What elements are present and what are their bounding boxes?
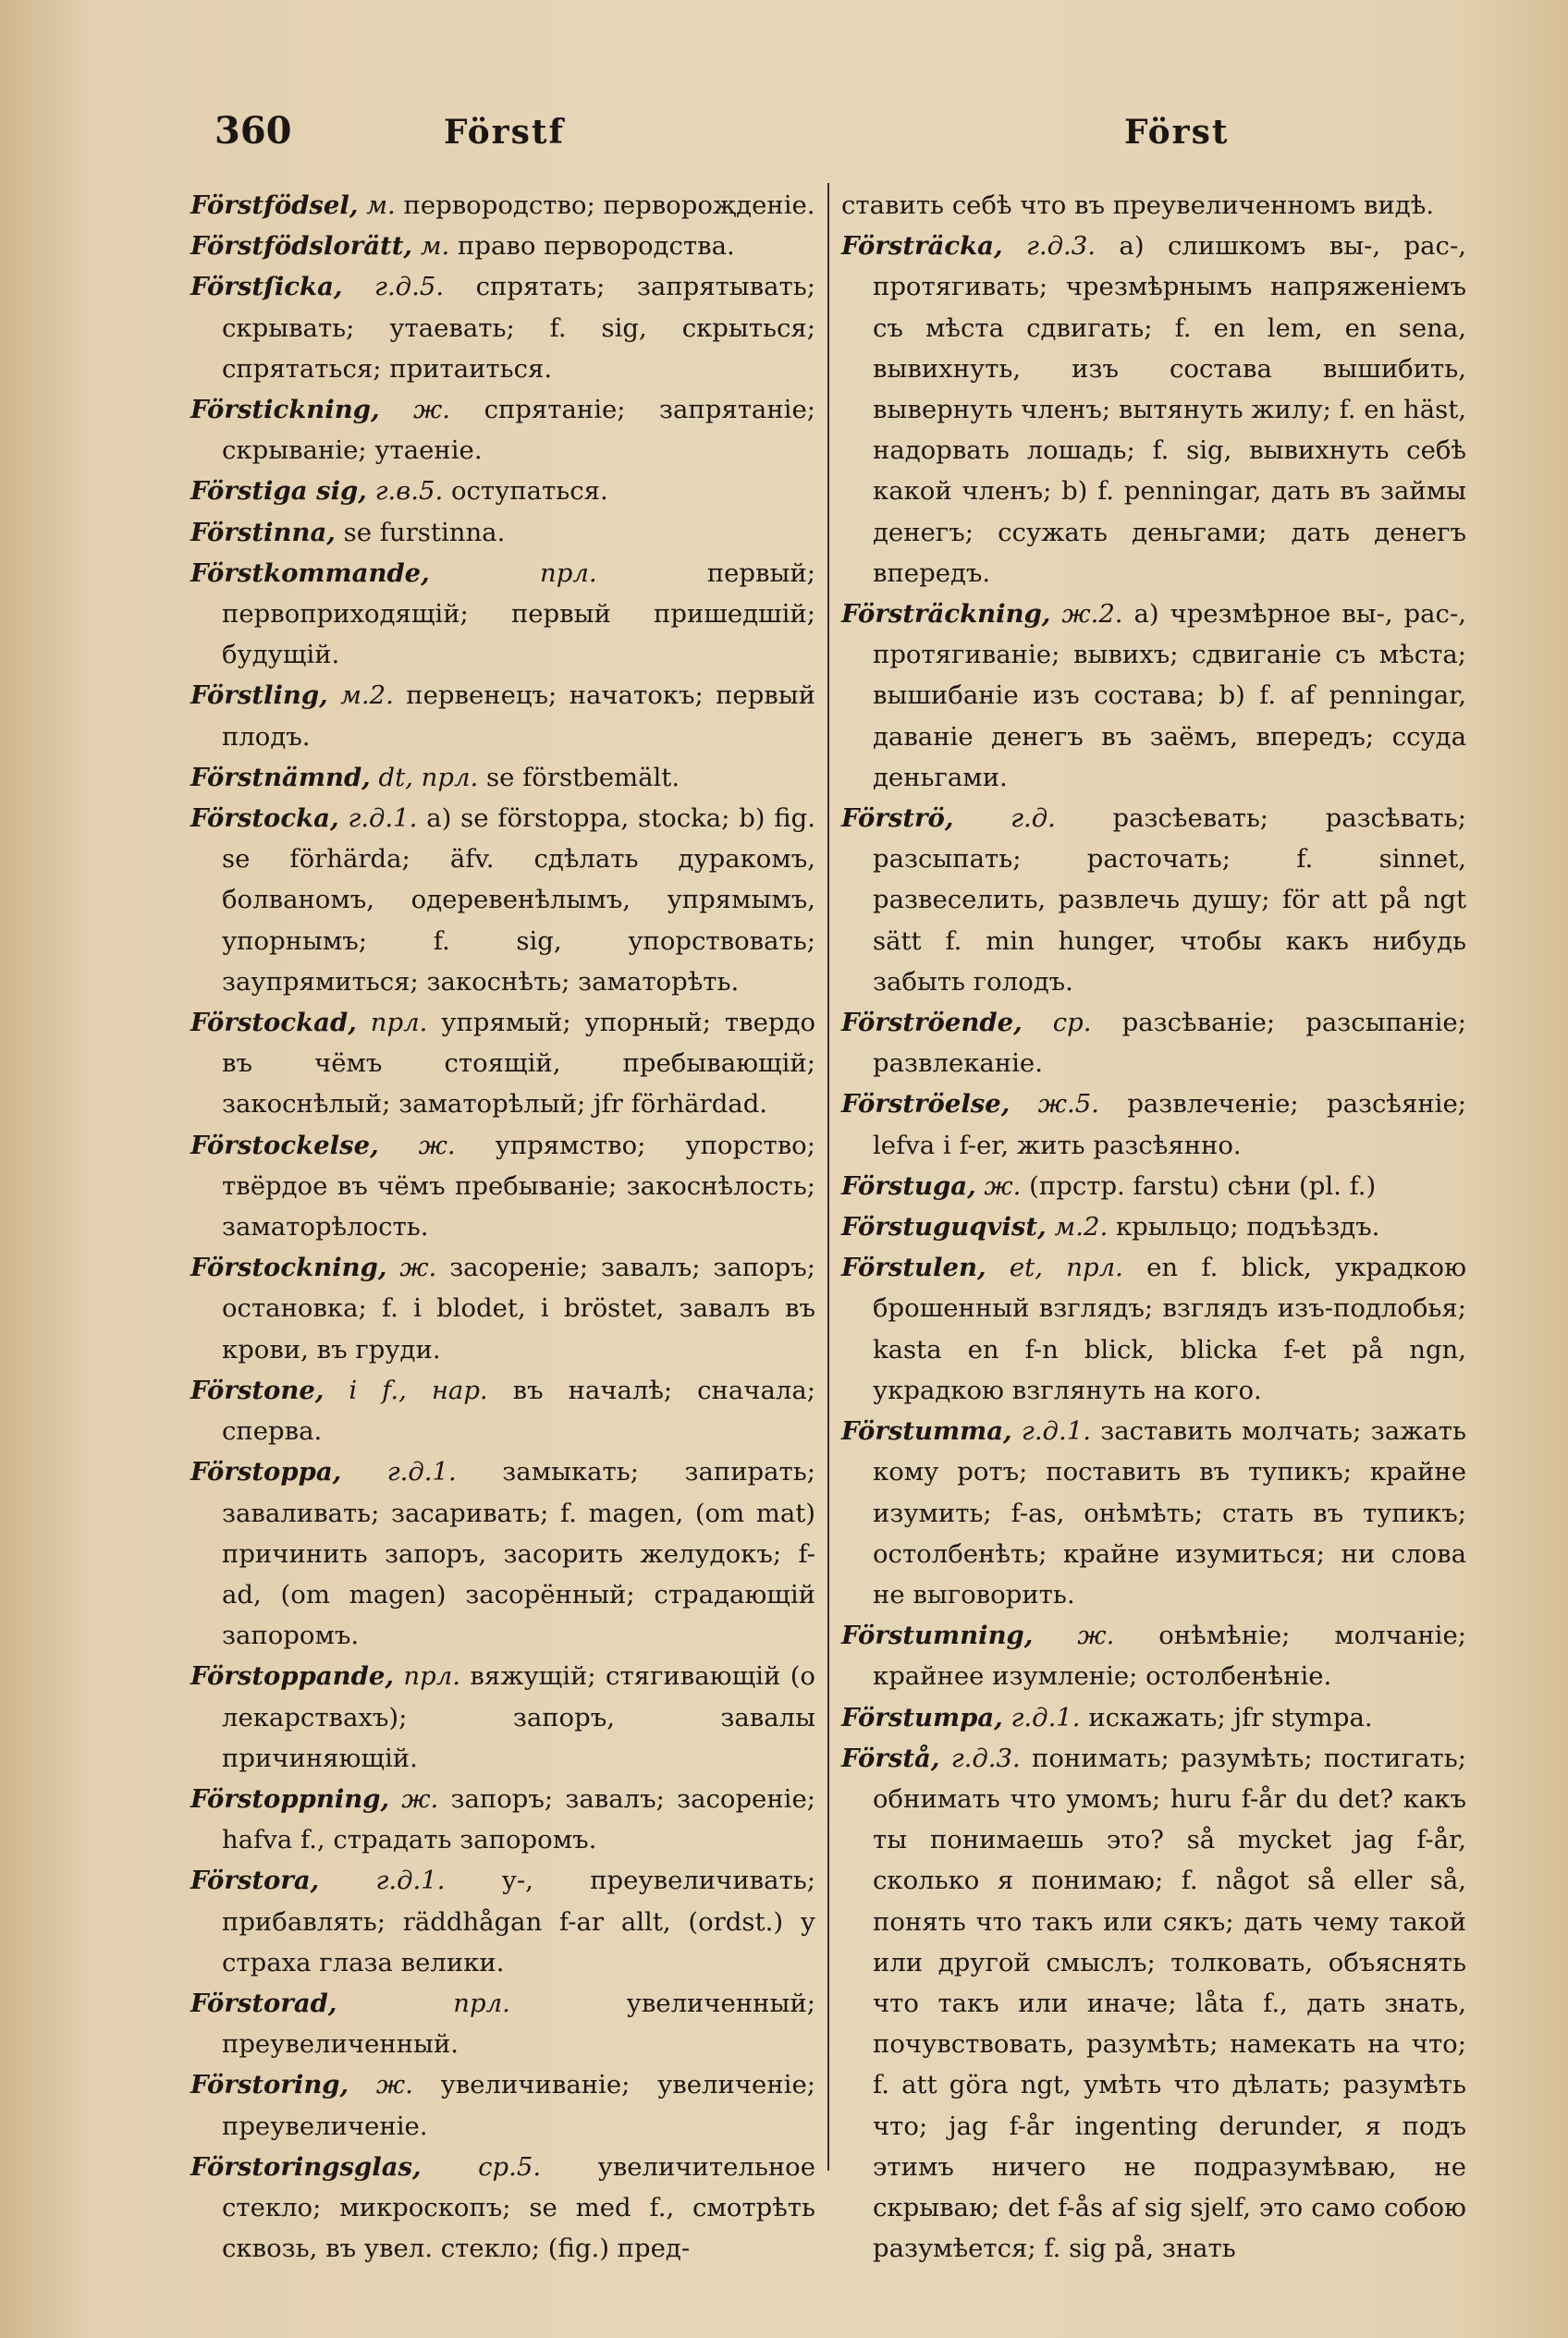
entry-headword: Förströende,: [841, 1008, 1023, 1038]
entry-headword: Förstiga sig,: [190, 476, 367, 507]
dictionary-entry: [190, 1125, 815, 1248]
entry-definition: замыкать; запирать; заваливать; засаривать; f. magen, (om mat) причинить запоръ, засорить желудокъ; f-ad, (om magen) засорённый; страдающій запоромъ.: [222, 1457, 815, 1651]
entry-definition: увеличиваніе; увеличеніе; преувеличеніе.: [222, 2070, 815, 2141]
entry-headword: Förstfödslorätt,: [190, 231, 412, 262]
entry-definition: a) se förstoppa, stocka; b) fig. se förhärda; äfv. сдѣлать дуракомъ, болваномъ, одеревенѣлымъ, упрямымъ, упорнымъ; f. sig, упорствовать; заупрямиться; закоснѣть; заматорѣть.: [222, 803, 815, 997]
dictionary-entry: [190, 1451, 815, 1656]
dictionary-entry: [190, 1983, 815, 2064]
dictionary-entry: [190, 185, 815, 226]
entry-headword: Förstockelse,: [190, 1130, 379, 1160]
dictionary-entry: [190, 1860, 815, 1983]
page-header: [0, 109, 1568, 165]
entry-grammar: прл.: [403, 1661, 460, 1692]
entry-definition: увеличенный; преувеличенный.: [222, 1988, 815, 2060]
dictionary-entry: [841, 1247, 1466, 1411]
entry-grammar: г.д.3.: [950, 1743, 1021, 1773]
entry-headword: Förstulen,: [841, 1253, 986, 1283]
dictionary-entry: [841, 185, 1466, 226]
entry-grammar: ж.: [1077, 1621, 1115, 1651]
entry-grammar: м.2.: [340, 680, 394, 711]
column-divider: [827, 183, 829, 2171]
entry-headword: Förstfödsel,: [190, 190, 359, 220]
entry-definition: первородство; первороҗденіе.: [403, 190, 815, 220]
entry-grammar: ж.: [984, 1170, 1022, 1201]
entry-grammar: ж.: [375, 2070, 413, 2100]
entry-headword: Förstora,: [190, 1866, 320, 1896]
dictionary-entry: [190, 2064, 815, 2146]
entry-definition: право первородства.: [458, 231, 735, 262]
entry-definition: en f. blick, украдкою брошенный взглядъ; взглядъ изъ-подлобья; kasta en f-n blick, blicka f-et på ngn, украдкою взглянуть на кого.: [873, 1253, 1467, 1405]
entry-headword: Förstone,: [190, 1375, 325, 1405]
dictionary-entry: [841, 594, 1466, 798]
dictionary-entry: [190, 1370, 815, 1451]
dictionary-entry: [190, 226, 815, 266]
entry-grammar: прл.: [540, 557, 597, 588]
entry-definition: первый; первоприходящій; первый пришедшій; будущій.: [222, 557, 815, 670]
entry-definition: оступаться.: [450, 476, 608, 507]
dictionary-entry: [841, 1206, 1466, 1247]
entry-definition: se furstinna.: [343, 517, 506, 547]
entry-headword: Förstuguqvist,: [841, 1212, 1047, 1242]
dictionary-entry: [190, 1779, 815, 1860]
entry-definition: ставить себѣ что въ преувеличенномъ видѣ.: [841, 190, 1435, 220]
entry-grammar: г.д.3.: [1025, 231, 1096, 262]
entry-headword: Förstinna,: [190, 517, 336, 547]
entry-grammar: ж.: [399, 1253, 437, 1283]
dictionary-entry: [841, 226, 1466, 594]
dictionary-entry: [190, 266, 815, 389]
entry-definition: заставить молчать; зажать кому ротъ; поставить въ тупикъ; крайне изумить; f-as, онѣмѣть; стать въ тупикъ; остолбенѣть; крайне изумиться; ни слова не выговорить.: [873, 1416, 1466, 1610]
entry-grammar: м.: [420, 231, 450, 262]
dictionary-entry: [190, 471, 815, 511]
entry-headword: Förstoppning,: [190, 1783, 390, 1814]
dictionary-entry: [190, 675, 815, 756]
entry-definition: запоръ; завалъ; засореніе; hafva f., страдать запоромъ.: [222, 1783, 815, 1855]
entry-headword: Förstocka,: [190, 803, 339, 834]
entry-definition: развлеченіе; разсѣяніе; lefva i f-er, жить разсѣянно.: [873, 1089, 1466, 1160]
entry-definition: крыльцо; подъѣздъ.: [1115, 1212, 1380, 1242]
entry-headword: Förstockning,: [190, 1253, 387, 1283]
entry-definition: увеличительное стекло; микроскопъ; se med f., смотрѣть сквозь, въ увел. стекло; (fig.) пред-: [222, 2151, 815, 2264]
entry-grammar: ж.: [413, 395, 451, 425]
entry-definition: спрятаніе; запрятаніе; скрываніе; утаеніе.: [222, 395, 815, 466]
entry-headword: Förströ,: [841, 803, 954, 834]
entry-headword: Förstå,: [841, 1743, 940, 1773]
entry-grammar: г.д.5.: [374, 272, 445, 302]
dictionary-entry: [190, 1002, 815, 1125]
entry-grammar: прл.: [370, 1008, 428, 1038]
dictionary-entry: [841, 1697, 1466, 1738]
entry-definition: разсѣваніе; разсыпаніе; развлеканіе.: [873, 1008, 1466, 1079]
entry-grammar: ж.: [401, 1783, 439, 1814]
entry-definition: разсѣевать; разсѣвать; разсыпать; расточать; f. sinnet, развеселить, развлечь душу; för att på ngt sätt f. min hunger, чтобы какъ нибудь забыть голодъ.: [873, 803, 1466, 997]
entry-headword: Förstſicka,: [190, 272, 343, 302]
entry-definition: a) слишкомъ вы-, рас-, протягивать; чрезмѣрнымъ напряженіемъ съ мѣста сдвигать; f. en lem, en sena, вывихнуть, изъ состава вышибить, вывернуть членъ; вытянуть жилу; f. en häst, надорвать лошадь; f. sig, вывихнуть себѣ какой членъ; b) f. penningar, дать въ займы денегъ; ссужать деньгами; дать денегъ впередъ.: [873, 231, 1466, 588]
entry-definition: se förstbemält.: [485, 762, 680, 792]
entry-grammar: г.в.5.: [374, 476, 444, 507]
entry-headword: Försträckning,: [841, 599, 1051, 630]
entry-headword: Förstockad,: [190, 1008, 357, 1038]
left-column: [190, 185, 815, 2269]
dictionary-entry: [190, 2147, 815, 2270]
entry-headword: Förstuga,: [841, 1170, 976, 1201]
dictionary-entry: [841, 1166, 1466, 1206]
entry-grammar: г.д.1.: [1011, 1702, 1081, 1732]
dictionary-entry: [841, 798, 1466, 1002]
entry-grammar: м.: [366, 190, 396, 220]
entry-headword: Förstoppa,: [190, 1457, 342, 1487]
dictionary-entry: [190, 553, 815, 676]
dictionary-entry: [190, 757, 815, 798]
guide-word-right: Först: [1124, 113, 1230, 152]
right-column: [841, 185, 1466, 2269]
entry-headword: Förstumpa,: [841, 1702, 1003, 1732]
entry-definition: вяжущій; стягивающій (о лекарствахъ); запоръ, завалы причиняющій.: [222, 1661, 815, 1773]
dictionary-entry: [841, 1002, 1466, 1083]
dictionary-entry: [190, 798, 815, 1002]
dictionary-entry: [841, 1411, 1466, 1615]
entry-definition: спрятать; запрятывать; скрывать; утаевать; f. sig, скрыться; спрятаться; притаиться.: [222, 272, 816, 384]
page-number: 360: [214, 109, 292, 153]
entry-headword: Förstorad,: [190, 1988, 337, 2018]
entry-headword: Förstumma,: [841, 1416, 1012, 1447]
entry-grammar: ср.: [1052, 1008, 1092, 1038]
entry-definition: онѣмѣніе; молчаніе; крайнее изумленіе; остолбенѣніе.: [873, 1621, 1466, 1692]
entry-headword: Förstickning,: [190, 395, 380, 425]
entry-definition: (прстр. farstu) сѣни (pl. f.): [1029, 1170, 1377, 1201]
entry-headword: Förstoringsglas,: [190, 2151, 422, 2182]
entry-definition: искажать; jfr stympa.: [1088, 1702, 1373, 1732]
entry-grammar: м.2.: [1054, 1212, 1109, 1242]
entry-headword: Förströelse,: [841, 1089, 1011, 1120]
entry-grammar: et, прл.: [1009, 1253, 1123, 1283]
dictionary-entry: [841, 1738, 1466, 2270]
entry-headword: Förstoring,: [190, 2070, 349, 2100]
entry-grammar: г.д.1.: [1021, 1416, 1091, 1447]
entry-definition: засореніе; завалъ; запоръ; остановка; f. i blodet, i bröstet, завалъ въ крови, въ груди.: [222, 1253, 815, 1365]
entry-headword: Försträcka,: [841, 231, 1003, 262]
entry-grammar: г.д.1.: [375, 1866, 446, 1896]
entry-definition: упрямый; упорный; твердо въ чёмъ стоящій, пребывающій; закоснѣлый; заматорѣлый; jfr förhärdad.: [222, 1008, 815, 1120]
entry-grammar: прл.: [453, 1988, 510, 2018]
entry-grammar: dt, прл.: [378, 762, 479, 792]
dictionary-entry: [190, 1656, 815, 1779]
dictionary-entry: [190, 512, 815, 553]
entry-definition: въ началѣ; сначала; сперва.: [222, 1375, 815, 1447]
entry-grammar: i f., нар.: [349, 1375, 488, 1405]
entry-grammar: г.д.1.: [348, 803, 418, 834]
entry-grammar: ср.5.: [478, 2151, 542, 2182]
entry-grammar: ж.5.: [1037, 1089, 1099, 1120]
entry-headword: Förstling,: [190, 680, 328, 711]
entry-grammar: ж.2.: [1061, 599, 1123, 630]
entry-grammar: г.д.1.: [386, 1457, 457, 1487]
entry-headword: Förstkommande,: [190, 557, 430, 588]
entry-grammar: ж.: [418, 1130, 456, 1160]
entry-definition: первенецъ; начатокъ; первый плодъ.: [222, 680, 815, 752]
entry-definition: a) чрезмѣрное вы-, рас-, протягиваніе; вывихъ; сдвиганіе съ мѣста; вышибаніе изъ состава; b) f. af penningar, даваніе денегъ въ заёмъ, впередъ; ссуда деньгами.: [873, 599, 1466, 792]
entry-headword: Förstumning,: [841, 1621, 1034, 1651]
entry-headword: Förstnämnd,: [190, 762, 371, 792]
dictionary-entry: [841, 1083, 1466, 1165]
dictionary-entry: [841, 1615, 1466, 1696]
guide-word-left: Förstf: [444, 113, 565, 152]
dictionary-entry: [190, 1247, 815, 1370]
entry-headword: Förstoppande,: [190, 1661, 394, 1692]
dictionary-entry: [190, 389, 815, 471]
entry-grammar: г.д.: [1011, 803, 1056, 834]
entry-definition: упрямство; упорство; твёрдое въ чёмъ пребываніе; закоснѣлость; заматорѣлость.: [222, 1130, 815, 1242]
entry-definition: у-, преувеличивать; прибавлять; räddhågan f-ar allt, (ordst.) у страха глаза велики.: [222, 1866, 815, 1977]
entry-definition: понимать; разумѣть; постигать; обнимать что умомъ; huru f-år du det? какъ ты понимаешь это? så mycket jag f-år, сколько я понимаю; f. något så eller så, понять что такъ или сякъ; дать чему такой или другой смыслъ; толковать, объяснять что такъ или иначе; låta f., дать знать, почувствовать, разумѣть; намекать на что; f. att göra ngt, умѣть что дѣлать; разумѣть что; jag f-år ingenting derunder, я подъ этимъ ничего не подразумѣваю, не скрываю; det f-ås af sig sjelf, это само собою разумѣется; f. sig på, знать: [873, 1743, 1467, 2264]
